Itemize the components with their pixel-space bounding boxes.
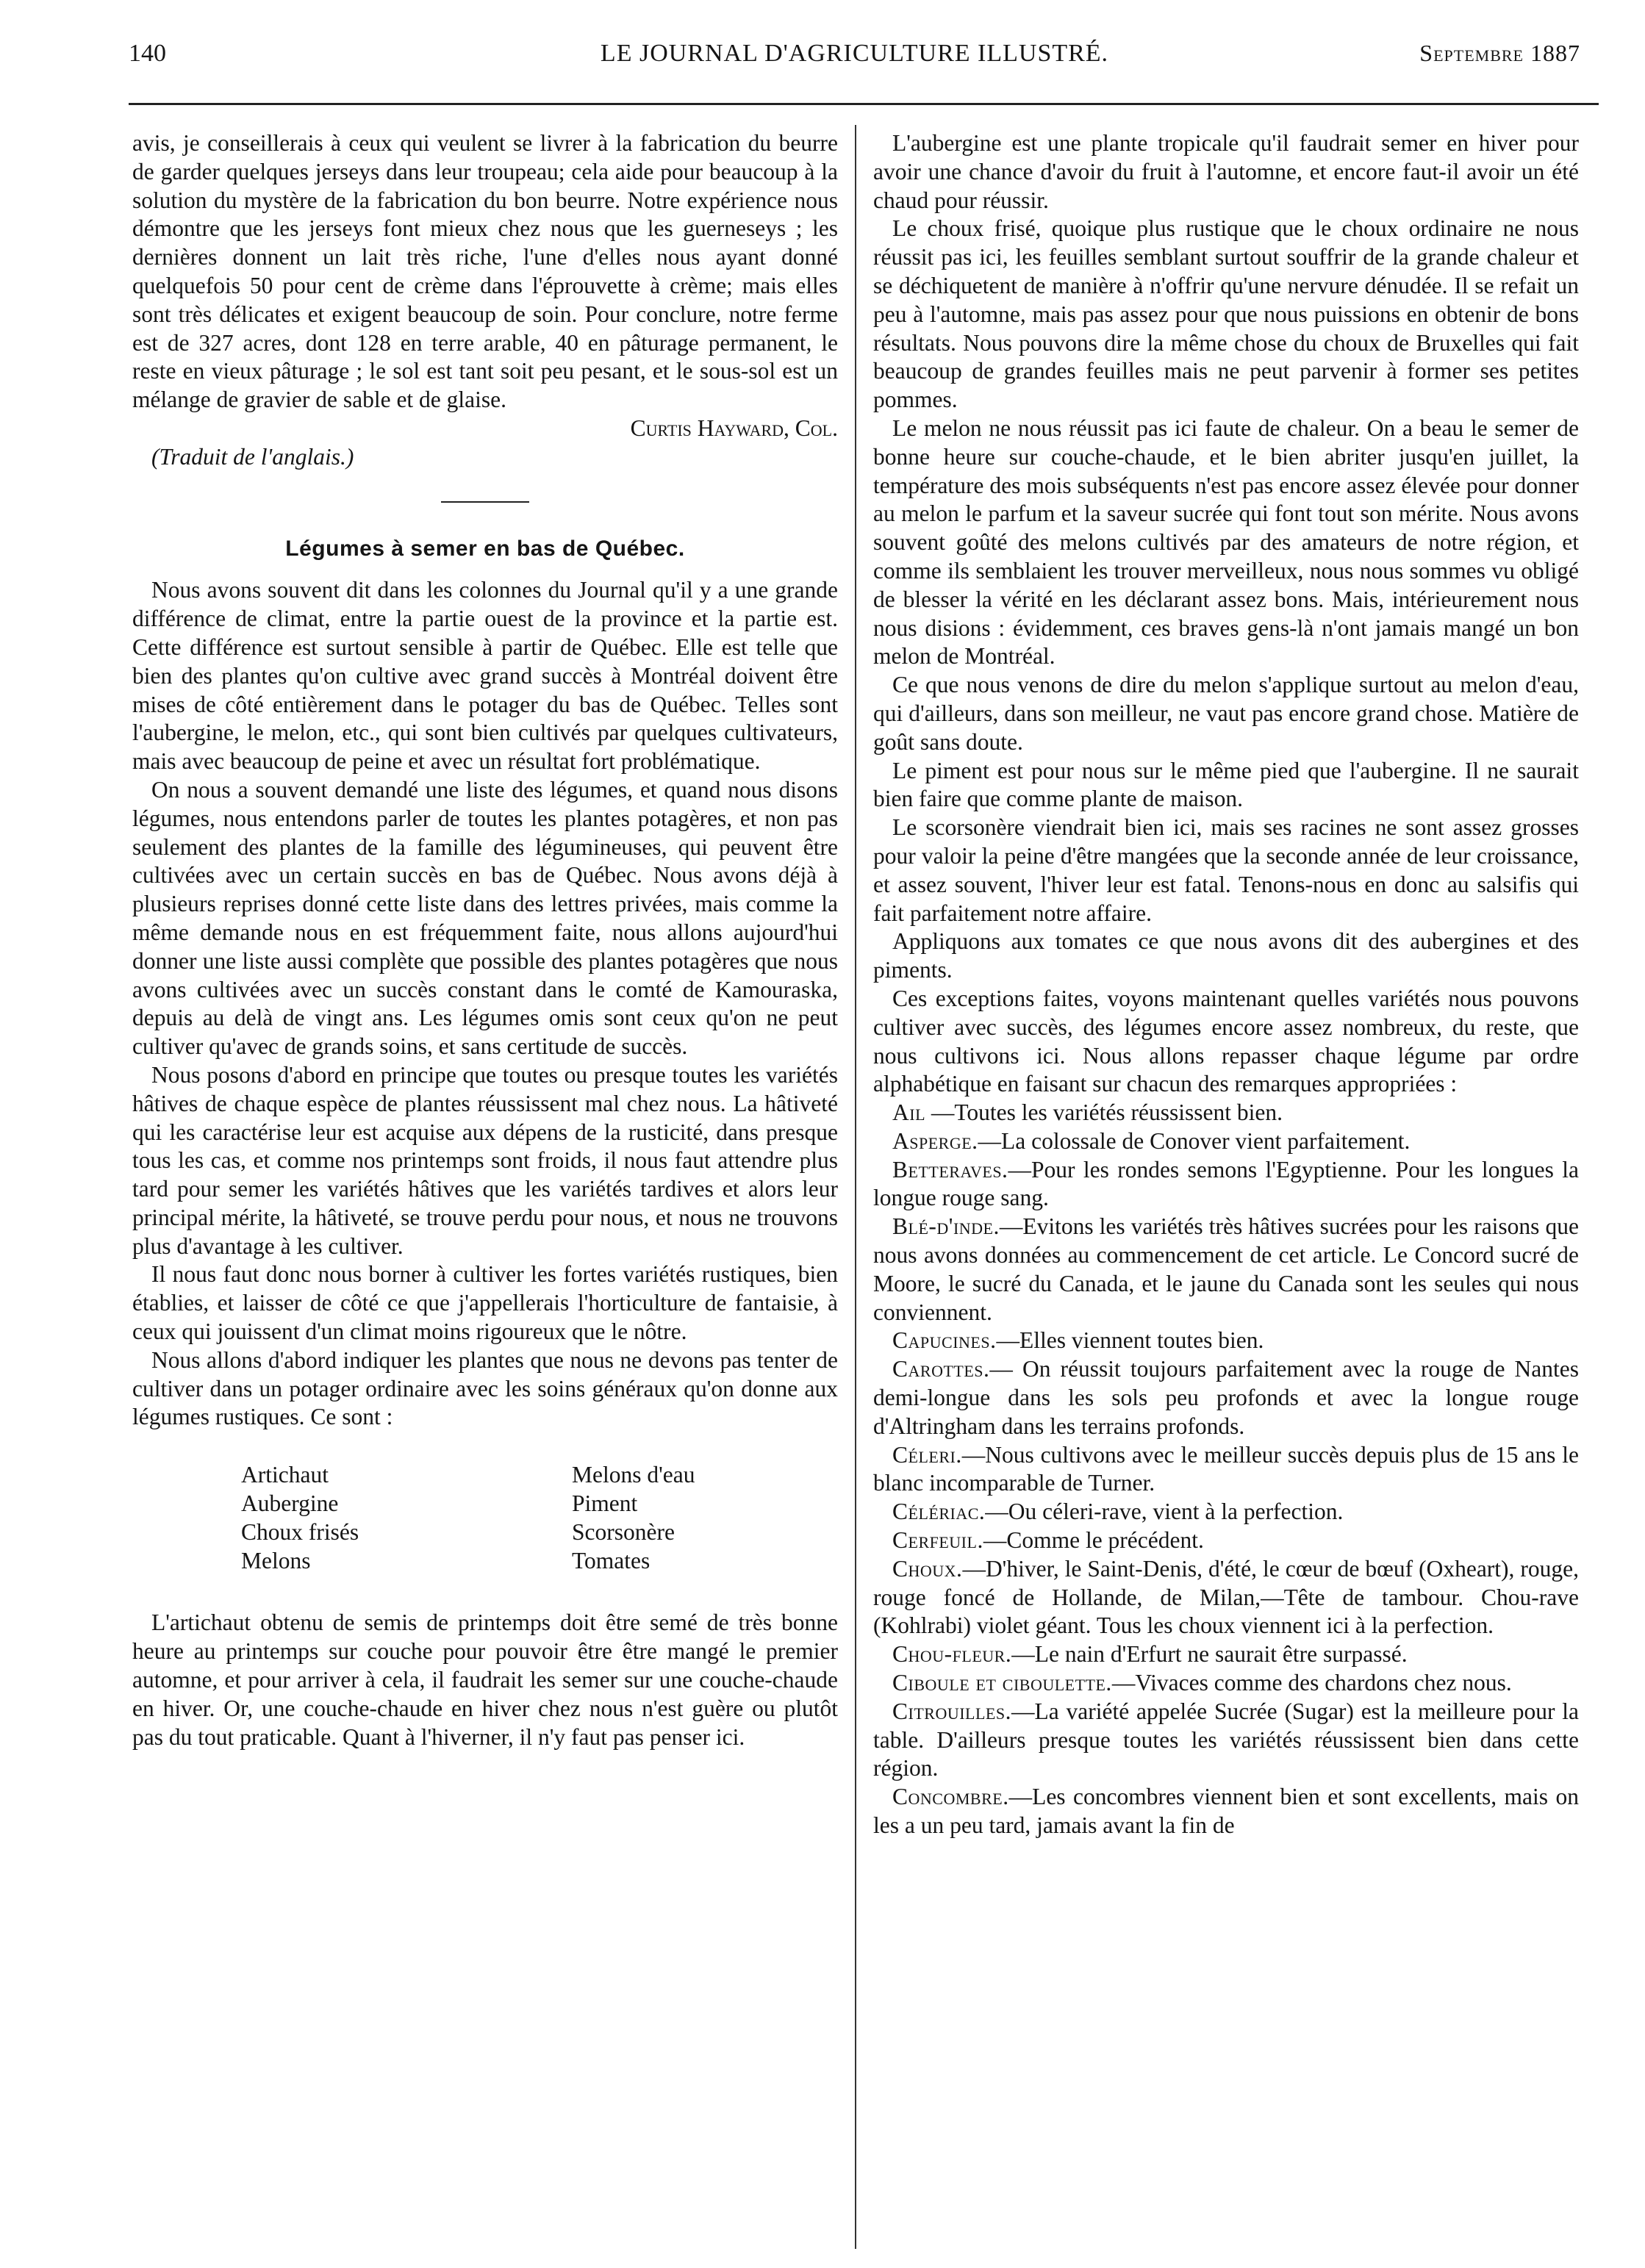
entry-text: — On réussit toujours parfaitement avec la rouge de Nantes demi-longue dans les sols peu profonds et avec la longue rouge d'Altringham dans les terrains profonds.: [873, 1356, 1579, 1439]
entry-term: Célériac.: [892, 1499, 986, 1525]
entry-term: Carottes.: [892, 1356, 990, 1382]
entry-text: —Ou céleri-rave, vient à la perfection.: [985, 1499, 1344, 1525]
entry-text: —La colossale de Conover vient parfaitement.: [978, 1127, 1411, 1154]
section-heading: Légumes à semer en bas de Québec.: [285, 536, 685, 561]
paragraph: Le scorsonère viendrait bien ici, mais ses racines ne sont assez grosses pour valoir la peine d'être mangées que la seconde année de leur croissance, et assez souvent, l'hiver leur est fatal. Tenons-nous en donc au salsifis qui fait parfaitement notre affaire.: [873, 814, 1579, 926]
list-item: Choux frisés: [241, 1518, 359, 1545]
paragraph: Nous allons d'abord indiquer les plantes que nous ne devons pas tenter de cultiver dans un potager ordinaire avec les soins généraux qu'on donne aux légumes rustiques. Ce sont :: [132, 1346, 838, 1430]
vegetable-entry: [873, 1698, 1579, 1783]
entry-term: Cerfeuil.: [892, 1527, 983, 1554]
paragraph: Le choux frisé, quoique plus rustique que le choux ordinaire ne nous réussit pas ici, les feuilles semblant surtout souffrir de la grande chaleur et se déchiquetent de manière à n'offrir qu'une nervure dénudée. Il se refait un peu à l'automne, mais pas assez pour que nous puissions en obtenir de bons résultats. Nous pouvons dire la même chose du choux de Bruxelles qui fait beaucoup de grandes feuilles mais ne peut parvenir à former ses petites pommes.: [873, 215, 1579, 413]
entry-term: Chou-fleur.: [892, 1641, 1012, 1668]
entry-term: Betteraves.: [892, 1156, 1008, 1183]
list-item: Piment: [572, 1490, 638, 1517]
intro-paragraph: avis, je conseillerais à ceux qui veulent se livrer à la fabrication du beurre de garder quelques jerseys dans leur troupeau; cela aide pour beaucoup à la solution du mystère de la fabrication du bon beurre. Notre expérience nous démontre que les jerseys font mieux chez nous que les guerneseys ; les dernières donnent un lait très riche, l'une d'elles nous ayant donné quelquefois 50 pour cent de crème dans l'éprouvette à crème; mais elles sont très délicates et exigent beaucoup de soin. Pour conclure, notre ferme est de 327 acres, dont 128 en terre arable, 40 en pâturage permanent, le reste en vieux pâturage ; le sol est tant soit peu pesant, et le sous-sol est un mélange de gravier de sable et de glaise.: [132, 130, 838, 413]
right-column: [873, 129, 1579, 2246]
journal-title: LE JOURNAL D'AGRICULTURE ILLUSTRÉ.: [600, 40, 1109, 67]
list-item: Melons d'eau: [572, 1462, 695, 1488]
entry-text: —D'hiver, le Saint-Denis, d'été, le cœur de bœuf (Oxheart), rouge, rouge foncé de Hollande, de Milan,—Tête de tambour. Chou-rave (Kohlrabi) violet géant. Tous les choux viennent ici à la perfection.: [873, 1555, 1579, 1639]
entry-term: Citrouilles.: [892, 1698, 1011, 1724]
paragraph: Ces exceptions faites, voyons maintenant quelles variétés nous pouvons cultiver avec succès, des légumes encore assez nombreux, du reste, que nous cultivons ici. Nous allons repasser chaque légume par ordre alphabétique en faisant sur chacun des remarques appropriées :: [873, 985, 1579, 1097]
vegetable-entry: [873, 1669, 1579, 1698]
vegetable-entry: [873, 1441, 1579, 1499]
vegetable-entry: [873, 1327, 1579, 1355]
translation-note: (Traduit de l'anglais.): [151, 443, 354, 470]
vegetable-entry: [873, 1127, 1579, 1156]
vegetable-entry: [873, 1555, 1579, 1640]
header-rule: [129, 103, 1599, 105]
entry-text: —Elles viennent toutes bien.: [996, 1327, 1264, 1354]
entry-term: Ciboule et ciboulette.: [892, 1670, 1112, 1696]
vegetable-list: [241, 1461, 838, 1575]
section-divider: [441, 501, 529, 503]
entry-text: —Evitons les variétés très hâtives sucrées pour les raisons que nous avons données au commencement de cet article. Le Concord sucré de Moore, le sucré du Canada, et le jaune du Canada sont les seules qui nous conviennent.: [873, 1213, 1579, 1325]
paragraph: Il nous faut donc nous borner à cultiver les fortes variétés rustiques, bien établies, et laisser de côté ce que j'appellerais l'horticulture de fantaisie, à ceux qui jouissent d'un climat moins rigoureux que le nôtre.: [132, 1261, 838, 1345]
vegetable-entry: [873, 1526, 1579, 1555]
vegetable-entry: [873, 1099, 1579, 1127]
entry-term: Asperge.: [892, 1127, 978, 1154]
paragraph: Nous posons d'abord en principe que toutes ou presque toutes les variétés hâtives de chaque espèce de plantes réussissent mal chez nous. La hâtiveté qui les caractérise leur est acquise aux dépens de la rusticité, dans presque tous les cas, et comme nos printemps sont froids, il nous faut attendre plus tard pour semer les variétés hâtives que les variétés tardives et alors leur principal mérite, la hâtiveté, se trouve perdu pour nous, et nous ne trouvons plus d'avantage à les cultiver.: [132, 1061, 838, 1259]
vegetable-entry: [873, 1640, 1579, 1669]
paragraph: Le piment est pour nous sur le même pied que l'aubergine. Il ne saurait bien faire que comme plante de maison.: [873, 757, 1579, 812]
entry-term: Ail: [892, 1099, 926, 1126]
entry-term: Capucines.: [892, 1327, 997, 1354]
page-number: 140: [129, 40, 166, 67]
left-column: [132, 129, 838, 2246]
list-item: Aubergine: [241, 1490, 339, 1517]
list-item: Tomates: [572, 1547, 651, 1573]
entry-text: —Le nain d'Erfurt ne saurait être surpassé.: [1011, 1641, 1408, 1668]
entry-text: —Les concombres viennent bien et sont excellents, mais on les a un peu tard, jamais avant la fin de: [873, 1784, 1579, 1839]
list-item: Scorsonère: [572, 1518, 675, 1545]
paragraph: On nous a souvent demandé une liste des légumes, et quand nous disons légumes, nous entendons parler de toutes les plantes potagères, et non pas seulement des plantes de la famille des légumineuses, qui peuvent être cultivées avec un certain succès en bas de Québec. Nous avons déjà à plusieurs reprises donné cette liste dans des lettres privées, mais comme la même demande nous en est fréquemment faite, nous allons aujourd'hui donner une liste aussi complète que possible des plantes potagères que nous avons cultivées avec un succès constant dans le comté de Kamouraska, depuis au delà de vingt ans. Les légumes omis sont ceux qu'on ne peut cultiver qu'avec de grands soins, et sans certitude de succès.: [132, 776, 838, 1060]
vegetable-entry: [873, 1355, 1579, 1440]
column-divider: [855, 125, 856, 2249]
paragraph: Appliquons aux tomates ce que nous avons dit des aubergines et des piments.: [873, 928, 1579, 983]
paragraph: Nous avons souvent dit dans les colonnes du Journal qu'il y a une grande différence de climat, entre la partie ouest de la province et la partie est. Cette différence est surtout sensible à partir de Québec. Elle est telle que bien des plantes qu'on cultive avec grand succès à Montréal doivent être mises de côté entièrement dans le potager du bas de Québec. Telles sont l'aubergine, le melon, etc., qui sont bien cultivés par quelques cultivateurs, mais avec beaucoup de peine et avec un résultat fort problématique.: [132, 577, 838, 775]
entry-text: —Pour les rondes semons l'Egyptienne. Pour les longues la longue rouge sang.: [873, 1156, 1579, 1211]
entry-text: —Comme le précédent.: [983, 1527, 1204, 1554]
entry-text: —Nous cultivons avec le meilleur succès depuis plus de 15 ans le blanc incomparable de Turner.: [873, 1441, 1579, 1496]
paragraph: Le melon ne nous réussit pas ici faute de chaleur. On a beau le semer de bonne heure sur couche-chaude, et le bien abriter jusqu'en juillet, la température des mois subséquents n'est pas encore assez élevée pour donner au melon le parfum et la saveur sucrée qui font tout son mérite. Nous avons souvent goûté des melons cultivés par des amateurs de notre région, et comme ils semblaient les trouver merveilleux, nous nous sommes vu obligé de blesser la vérité en les déclarant assez bons. Mais, intérieurement nous nous disions : évidemment, ces braves gens-là n'ont jamais mangé un bon melon de Montréal.: [873, 415, 1579, 670]
author-signature: Curtis Hayward, Col.: [630, 415, 838, 441]
entry-term: Choux.: [892, 1555, 963, 1582]
page-header: [129, 40, 1580, 76]
entry-text: —La variété appelée Sucrée (Sugar) est la meilleure pour la table. D'ailleurs presque toutes les variétés réussissent bien dans cette région.: [873, 1698, 1579, 1781]
list-item: Melons: [241, 1547, 311, 1573]
vegetable-entry: [873, 1213, 1579, 1327]
issue-date: Septembre 1887: [1419, 40, 1580, 66]
vegetable-entry: [873, 1783, 1579, 1840]
vegetable-entry: [873, 1498, 1579, 1526]
paragraph: L'aubergine est une plante tropicale qu'il faudrait semer en hiver pour avoir une chance d'avoir du fruit à l'automne, et encore faut-il avoir un été chaud pour réussir.: [873, 130, 1579, 213]
entry-term: Céleri.: [892, 1441, 962, 1468]
entry-text: —Toutes les variétés réussissent bien.: [925, 1099, 1283, 1126]
vegetable-entry: [873, 1156, 1579, 1213]
closing-paragraph: L'artichaut obtenu de semis de printemps doit être semé de très bonne heure au printemps sur couche pour pouvoir être être mangé le premier automne, et pour arriver à cela, il faudrait les semer sur une couche-chaude en hiver. Or, une couche-chaude en hiver chez nous n'est guère ou plutôt pas du tout praticable. Quant à l'hiverner, il n'y faut pas penser ici.: [132, 1610, 838, 1750]
entry-term: Blé-d'inde.: [892, 1213, 1000, 1240]
entry-text: —Vivaces comme des chardons chez nous.: [1111, 1670, 1512, 1696]
list-item: Artichaut: [241, 1462, 329, 1488]
paragraph: Ce que nous venons de dire du melon s'applique surtout au melon d'eau, qui d'ailleurs, dans son meilleur, ne vaut pas encore grand chose. Matière de goût sans doute.: [873, 672, 1579, 755]
entry-term: Concombre.: [892, 1784, 1009, 1810]
